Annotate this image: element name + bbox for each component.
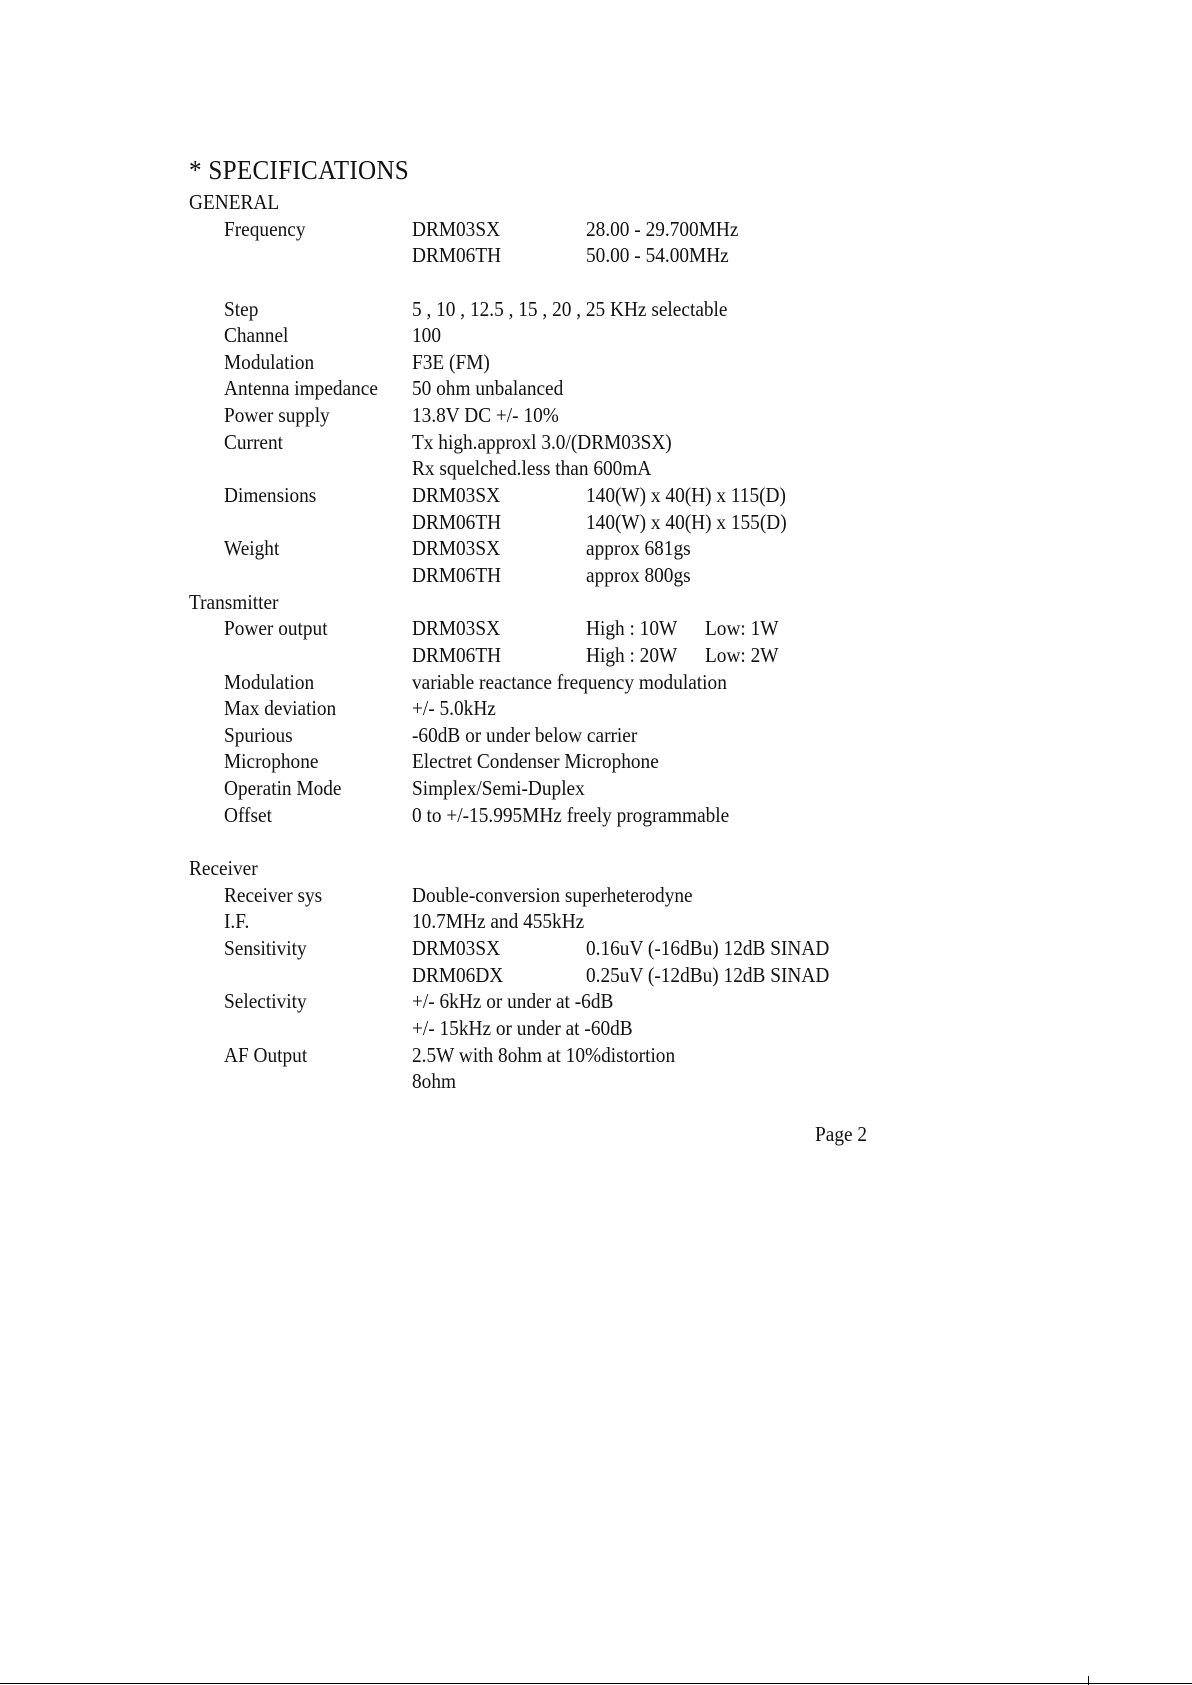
spec-value: 10.7MHz and 455kHz [412,909,585,934]
spec-extra: Low: 1W [705,616,779,641]
spec-value: 5 , 10 , 12.5 , 15 , 20 , 25 KHz selectable [412,296,728,321]
spec-value: 8ohm [412,1069,457,1094]
spec-row [189,402,949,429]
spec-row [189,242,949,269]
spec-row [189,642,949,669]
page-bottom-tick [1088,1676,1089,1685]
spec-value: +/- 5.0kHz [412,696,496,721]
spec-detail: 140(W) x 40(H) x 115(D) [586,483,786,508]
spec-value: DRM03SX [412,616,501,641]
section-heading: Transmitter [189,589,279,614]
spec-label: Antenna impedance [224,376,378,401]
spec-row [189,429,949,456]
spec-label: Receiver sys [224,882,323,907]
spec-detail: 0.25uV (-12dBu) 12dB SINAD [586,962,830,987]
spec-row [189,722,949,749]
spec-value: DRM06TH [412,642,502,667]
spec-value: -60dB or under below carrier [412,722,638,747]
spec-row [189,1068,949,1095]
spec-label: Step [224,296,259,321]
spec-row [189,1015,949,1042]
spec-value: F3E (FM) [412,349,490,374]
spec-label: Dimensions [224,483,317,508]
spec-row [189,615,949,642]
page-number: Page 2 [815,1122,868,1146]
spec-row [189,296,949,323]
spec-detail: 0.16uV (-16dBu) 12dB SINAD [586,935,830,960]
spec-row [189,322,949,349]
spec-detail: 28.00 - 29.700MHz [586,216,739,241]
spec-value: DRM03SX [412,536,501,561]
spec-row [189,775,949,802]
spec-value: Tx high.approxl 3.0/(DRM03SX) [412,429,672,454]
spec-label: Modulation [224,349,315,374]
spec-label: Sensitivity [224,935,307,960]
spec-label: Weight [224,536,280,561]
spec-value: +/- 15kHz or under at -60dB [412,1015,633,1040]
spec-row [189,748,949,775]
spec-row [189,349,949,376]
spec-value: 100 [412,323,441,348]
spec-value: DRM06TH [412,243,502,268]
spec-detail: approx 800gs [586,562,691,587]
page-title: * SPECIFICATIONS [189,155,410,185]
spec-label: Spurious [224,722,293,747]
spec-value: DRM03SX [412,935,501,960]
spec-value: DRM06DX [412,962,504,987]
spec-row [189,828,949,855]
spec-value: 0 to +/-15.995MHz freely programmable [412,802,730,827]
spec-row [189,962,949,989]
spec-value: DRM06TH [412,562,502,587]
specifications-body [189,189,949,1095]
spec-row [189,482,949,509]
spec-label: Power supply [224,403,330,428]
spec-label: Max deviation [224,696,337,721]
spec-row [189,882,949,909]
spec-value: 13.8V DC +/- 10% [412,403,559,428]
spec-row [189,695,949,722]
spec-row [189,802,949,829]
spec-detail: High : 20W [586,642,678,667]
spec-row [189,855,949,882]
page-bottom-rule [0,1683,1192,1684]
spec-value: Double-conversion superheterodyne [412,882,693,907]
spec-label: Modulation [224,669,315,694]
spec-row [189,1042,949,1069]
spec-value: +/- 6kHz or under at -6dB [412,989,614,1014]
section-heading: GENERAL [189,190,280,214]
spec-label: Channel [224,323,289,348]
spec-label: I.F. [224,909,250,934]
spec-label: Offset [224,802,272,827]
spec-row [189,189,949,216]
spec-extra: Low: 2W [705,642,779,667]
spec-value: Rx squelched.less than 600mA [412,456,652,481]
spec-detail: approx 681gs [586,536,691,561]
spec-detail: High : 10W [586,616,678,641]
spec-label: AF Output [224,1042,308,1067]
spec-row [189,216,949,243]
spec-value: DRM06TH [412,509,502,534]
spec-label: Current [224,429,284,454]
spec-label: Selectivity [224,989,307,1014]
spec-value: DRM03SX [412,483,501,508]
spec-detail: 140(W) x 40(H) x 155(D) [586,509,787,534]
spec-row [189,509,949,536]
spec-detail: 50.00 - 54.00MHz [586,243,729,268]
spec-row [189,935,949,962]
spec-value: Simplex/Semi-Duplex [412,776,585,801]
spec-value: variable reactance frequency modulation [412,669,727,694]
spec-label: Frequency [224,216,306,241]
spec-label: Operatin Mode [224,776,342,801]
section-heading: Receiver [189,856,258,881]
spec-row [189,269,949,296]
spec-row [189,908,949,935]
spec-row [189,455,949,482]
spec-value: 50 ohm unbalanced [412,376,564,401]
spec-row [189,988,949,1015]
spec-row [189,562,949,589]
spec-row [189,669,949,696]
spec-label: Microphone [224,749,319,774]
spec-row [189,535,949,562]
spec-value: 2.5W with 8ohm at 10%distortion [412,1042,676,1067]
spec-row [189,375,949,402]
spec-value: Electret Condenser Microphone [412,749,659,774]
spec-row [189,589,949,616]
spec-value: DRM03SX [412,216,501,241]
spec-label: Power output [224,616,328,641]
